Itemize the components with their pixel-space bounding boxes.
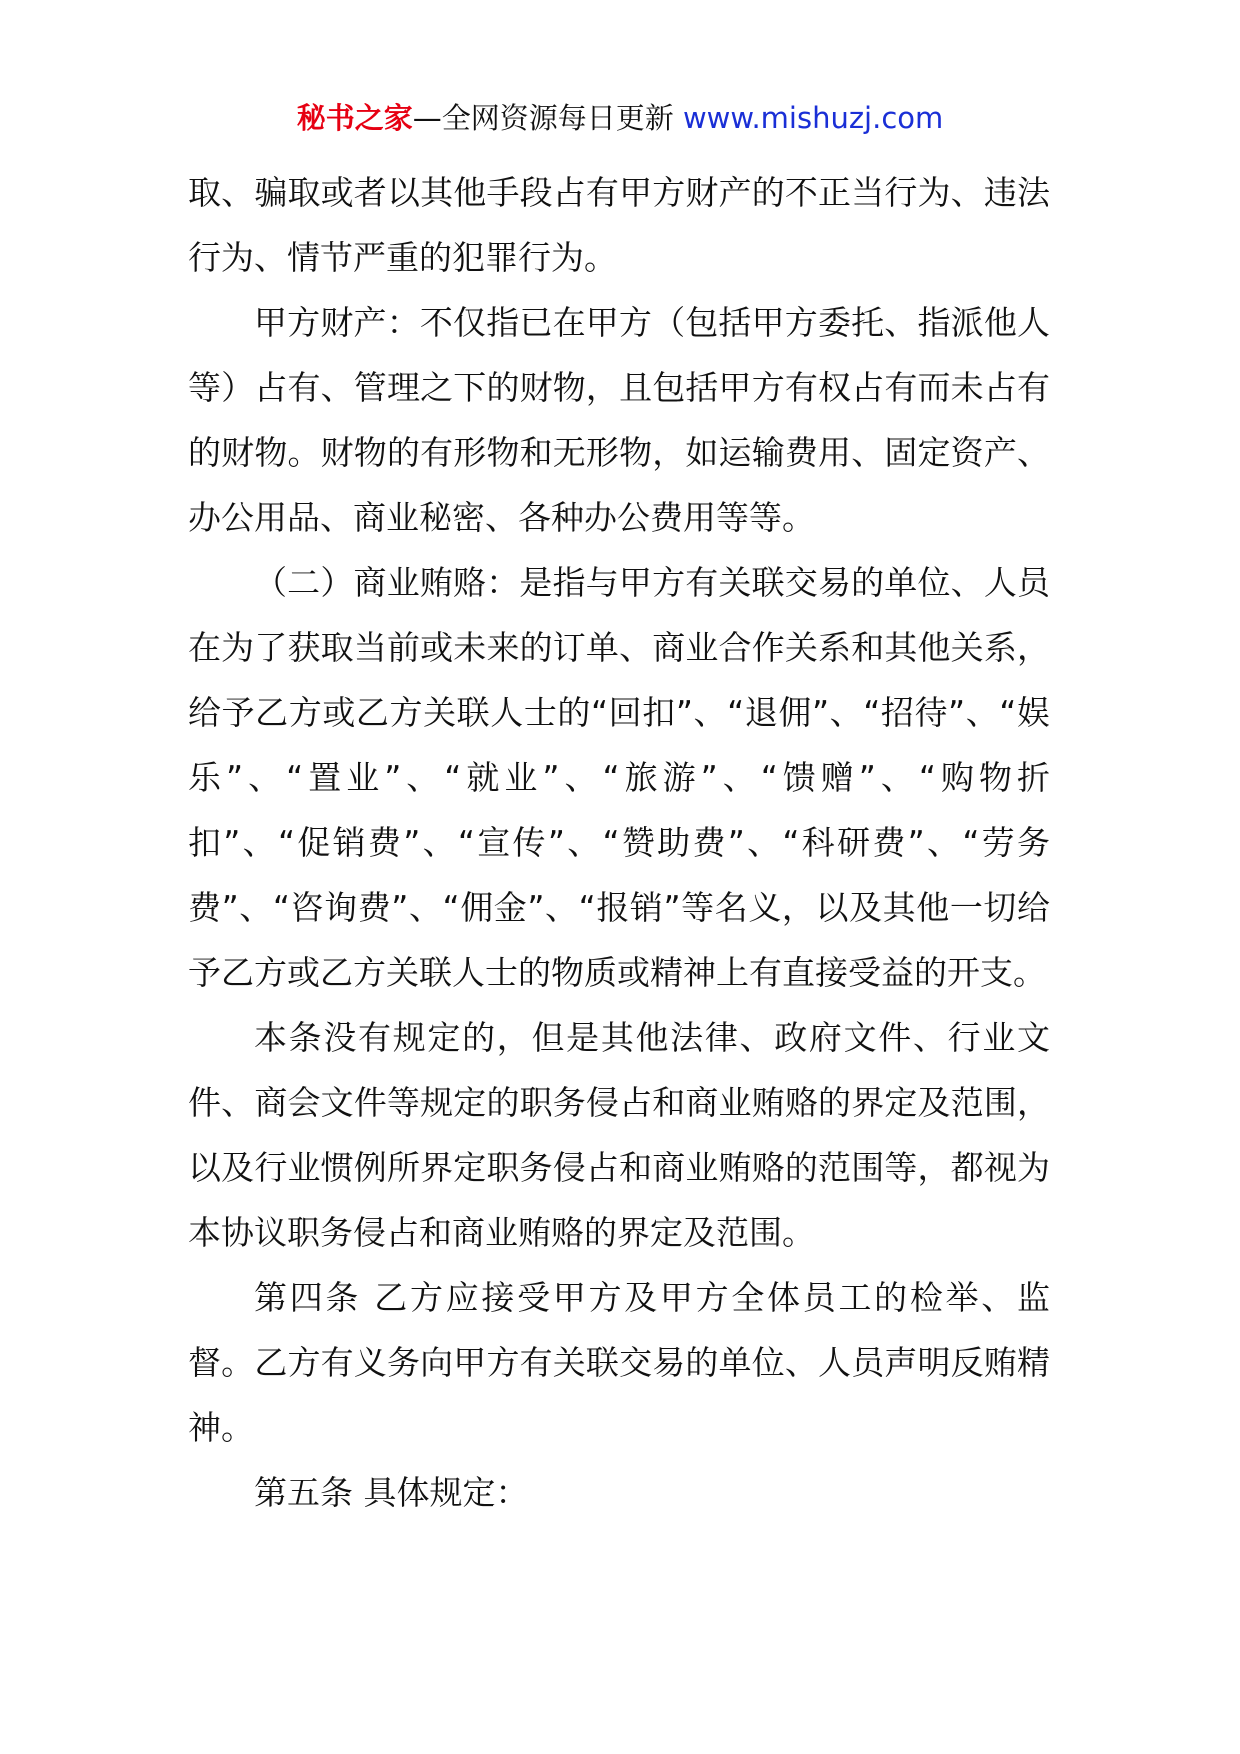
- brand-name: 秘书之家: [296, 101, 413, 135]
- site-header: [0, 98, 1240, 138]
- paragraph-commercial-bribery: （二）商业贿赂：是指与甲方有关联交易的单位、人员在为了获取当前或未来的订单、商业合作关系和其他关系，给予乙方或乙方关联人士的“回扣”、“退佣”、“招待”、“娱乐”、“置业”、“就业”、“旅游”、“馈赠”、“购物折扣”、“促销费”、“宣传”、“赞助费”、“科研费”、“劳务费”、“咨询费”、“佣金”、“报销”等名义，以及其他一切给予乙方或乙方关联人士的物质或精神上有直接受益的开支。: [188, 563, 1050, 992]
- paragraph-scope: 本条没有规定的，但是其他法律、政府文件、行业文件、商会文件等规定的职务侵占和商业贿赂的界定及范围，以及行业惯例所界定职务侵占和商业贿赂的范围等，都视为本协议职务侵占和商业贿赂的界定及范围。: [188, 1018, 1050, 1252]
- paragraph-continuation: 取、骗取或者以其他手段占有甲方财产的不正当行为、违法行为、情节严重的犯罪行为。: [188, 173, 1050, 277]
- paragraph-article-4: 第四条 乙方应接受甲方及甲方全体员工的检举、监督。乙方有义务向甲方有关联交易的单位、人员声明反贿精神。: [188, 1278, 1050, 1447]
- paragraph-company-property: 甲方财产：不仅指已在甲方（包括甲方委托、指派他人等）占有、管理之下的财物，且包括甲方有权占有而未占有的财物。财物的有形物和无形物，如运输费用、固定资产、办公用品、商业秘密、各种办公费用等等。: [188, 303, 1050, 537]
- header-tagline: —全网资源每日更新: [412, 101, 683, 135]
- site-url-link[interactable]: www.mishuzj.com: [682, 101, 944, 135]
- paragraph-article-5: 第五条 具体规定：: [254, 1473, 529, 1512]
- document-body: [188, 160, 1050, 1525]
